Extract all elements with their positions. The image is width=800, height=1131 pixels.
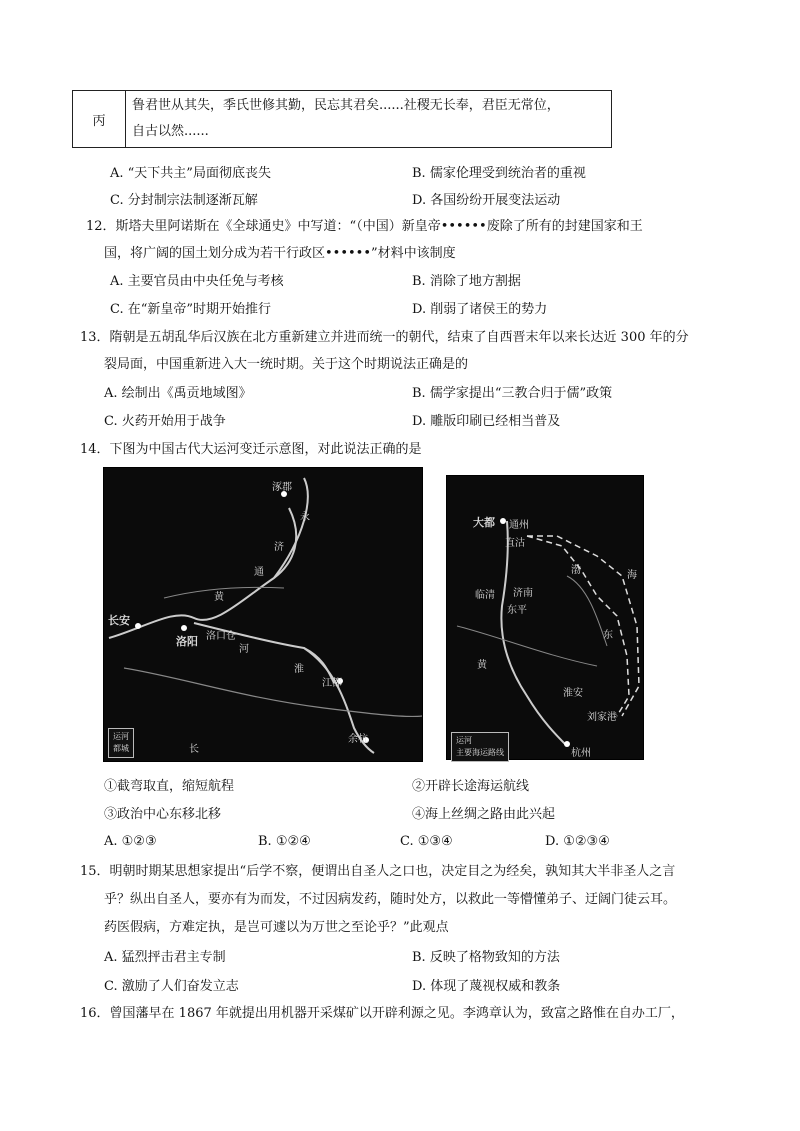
map2-label-hangzhou: 杭州 <box>571 748 591 759</box>
map-sui-canal-drawing <box>104 468 422 761</box>
q12-stem-line1: 12．斯塔夫里阿诺斯在《全球通史》中写道：“（中国）新皇帝••••••废除了所有的封建国家和王 <box>86 219 643 234</box>
q15-stem-line1: 15．明朝时期某思想家提出“后学不察，便谓出自圣人之口也，决定目之为经矣，孰知其大半非圣人之言 <box>80 864 676 879</box>
map2-legend-canal: 运河 <box>456 736 472 745</box>
map1-label-huang: 黄 <box>214 592 224 603</box>
map-yuan-canal <box>446 475 644 760</box>
q12-option-d[interactable]: D. 削弱了诸侯王的势力 <box>412 302 548 317</box>
map-sui-canal <box>103 467 423 762</box>
q15-option-d[interactable]: D. 体现了蔑视权威和教条 <box>412 979 561 994</box>
q14-stem: 14．下图为中国古代大运河变迁示意图，对此说法正确的是 <box>80 442 422 457</box>
q12-option-c[interactable]: C. 在“新皇帝”时期开始推行 <box>110 302 272 317</box>
map2-label-jinan: 济南 <box>513 588 533 599</box>
map2-label-bo: 渤 <box>571 565 581 576</box>
q16-stem-line1: 16．曾国藩早在 1867 年就提出用机器开采煤矿以开辟利源之见。李鸿章认为，致富之路惟在自办工厂， <box>80 1006 684 1021</box>
source-table <box>72 90 612 148</box>
q13-option-d[interactable]: D. 雕版印刷已经相当普及 <box>412 414 561 429</box>
q15-option-b[interactable]: B. 反映了格物致知的方法 <box>412 950 560 965</box>
table-key: 丙 <box>73 91 126 148</box>
q12-option-a[interactable]: A. 主要官员由中央任免与考核 <box>110 274 284 289</box>
q11-option-d[interactable]: D. 各国纷纷开展变法运动 <box>412 193 561 208</box>
q13-option-a[interactable]: A. 绘制出《禹贡地域图》 <box>104 386 252 401</box>
table-text <box>126 91 612 148</box>
q13-option-b[interactable]: B. 儒学家提出“三教合归于儒”政策 <box>412 386 613 401</box>
table-text-line2: 自古以然...... <box>132 124 209 139</box>
q14-option-b[interactable]: B. ①②④ <box>258 834 311 849</box>
map2-label-linqing: 临清 <box>475 590 495 601</box>
map1-label-yong: 永 <box>300 512 310 523</box>
q14-statement-4: ④海上丝绸之路由此兴起 <box>412 807 556 822</box>
q12-option-b[interactable]: B. 消除了地方割据 <box>412 274 521 289</box>
map1-legend-capital: 都城 <box>113 744 129 753</box>
q11-option-c[interactable]: C. 分封制宗法制逐渐瓦解 <box>110 193 258 208</box>
map2-label-huang: 黄 <box>477 660 487 671</box>
map1-label-ji: 济 <box>274 542 284 553</box>
q13-stem-line1: 13．隋朝是五胡乱华后汉族在北方重新建立并进而统一的朝代，结束了自西晋末年以来长达近 300 年的分 <box>80 330 689 345</box>
q14-statement-1: ①截弯取直，缩短航程 <box>104 779 235 794</box>
map2-label-hai: 海 <box>627 570 637 581</box>
q14-option-a[interactable]: A. ①②③ <box>104 834 157 849</box>
map2-legend-sea-route: 主要海运路线 <box>456 748 504 757</box>
map2-label-zhigu: 直沽 <box>505 538 525 549</box>
q13-stem-line2: 裂局面，中国重新进入大一统时期。关于这个时期说法正确是的 <box>104 357 469 372</box>
q11-option-b[interactable]: B. 儒家伦理受到统治者的重视 <box>412 166 586 181</box>
q11-option-a[interactable]: A. “天下共主”局面彻底丧失 <box>110 166 271 181</box>
map1-label-luoyang: 洛阳 <box>176 635 198 648</box>
map1-label-yuhang: 余杭 <box>348 734 368 745</box>
q15-option-a[interactable]: A. 猛烈抨击君主专制 <box>104 950 226 965</box>
map1-label-chang: 长 <box>189 744 199 755</box>
map1-label-he: 河 <box>239 644 249 655</box>
map1-legend-canal: 运河 <box>113 732 129 741</box>
q14-option-d[interactable]: D. ①②③④ <box>545 834 610 849</box>
table-text-line1: 鲁君世从其失，季氏世修其勤，民忘其君矣......社稷无长奉，君臣无常位， <box>132 98 560 113</box>
map2-label-dadu: 大都 <box>473 516 495 529</box>
map1-label-luokoucang: 洛口仓 <box>206 631 236 642</box>
q12-stem-line2: 国，将广阔的国土划分成为若干行政区••••••”材料中该制度 <box>104 246 456 261</box>
map1-label-tong: 通 <box>254 567 264 578</box>
map2-label-tongzhou: 通州 <box>509 520 529 531</box>
q15-stem-line2: 乎？纵出自圣人，要亦有为而发，不过因病发药，随时处方，以救此一等懵懂弟子、迂阔门徒云耳。 <box>104 892 677 907</box>
q14-statement-2: ②开辟长途海运航线 <box>412 779 530 794</box>
q14-statement-3: ③政治中心东移北移 <box>104 807 222 822</box>
map2-label-dong: 东 <box>603 630 613 641</box>
map2-label-huaian: 淮安 <box>563 688 583 699</box>
q15-option-c[interactable]: C. 激励了人们奋发立志 <box>104 979 239 994</box>
map1-legend <box>108 728 134 758</box>
map2-label-dongping: 东平 <box>507 605 527 616</box>
map1-label-zhuojun: 涿郡 <box>272 482 292 493</box>
map1-label-changan: 长安 <box>108 614 130 627</box>
q15-stem-line3: 药医假病，方难定执，是岂可遽以为万世之至论乎？”此观点 <box>104 920 449 935</box>
q13-option-c[interactable]: C. 火药开始用于战争 <box>104 414 226 429</box>
map2-legend <box>451 732 509 762</box>
map1-label-huai: 淮 <box>294 664 304 675</box>
map2-label-liujiagang: 刘家港 <box>587 712 617 723</box>
map1-label-jiangdu: 江都 <box>322 678 342 689</box>
q14-option-c[interactable]: C. ①③④ <box>400 834 453 849</box>
